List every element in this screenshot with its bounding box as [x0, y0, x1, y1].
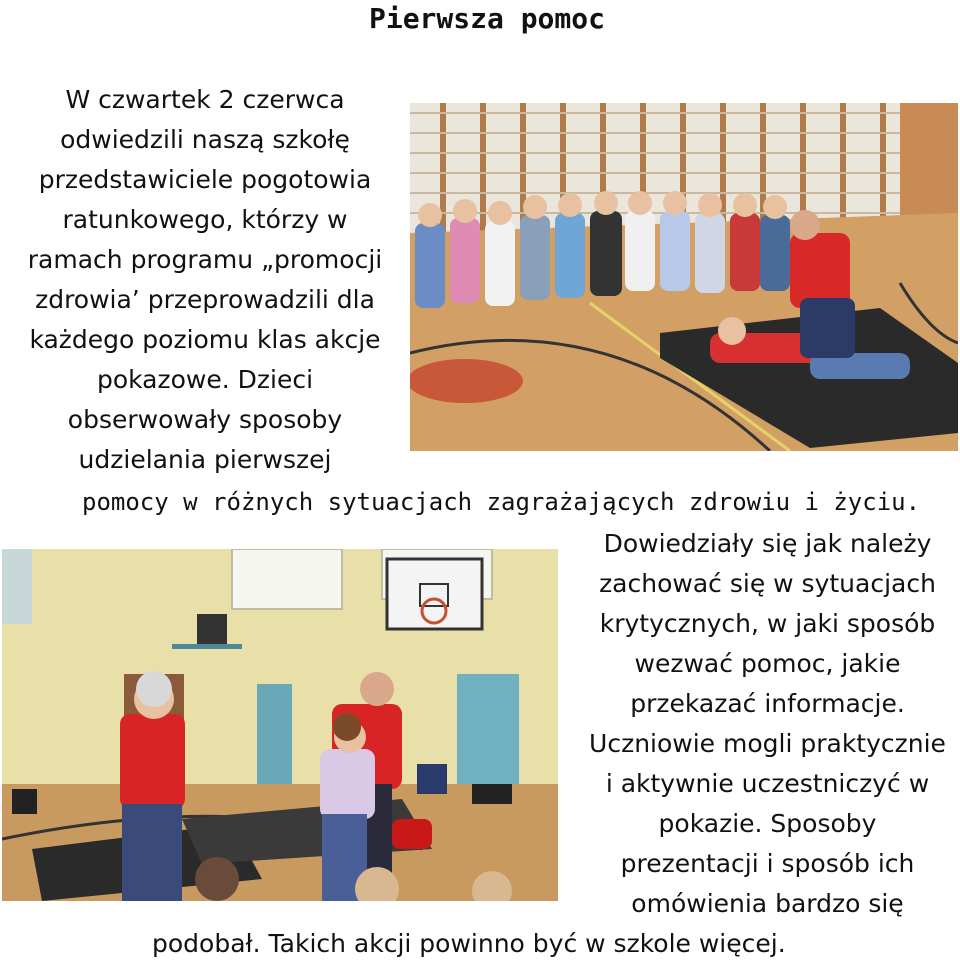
text-line-full: pomocy w różnych sytuacjach zagrażających zdrowiu i życiu. — [82, 488, 921, 516]
text-line: prezentacji i sposób ich — [620, 849, 915, 878]
text-line: ratunkowego, którzy w — [62, 205, 348, 234]
text-line: każdego poziomu klas akcje — [29, 325, 381, 354]
text-line: i aktywnie uczestniczyć w — [605, 769, 930, 798]
text-line: przekazać informacje. — [630, 689, 905, 718]
text-line-last: podobał. Takich akcji powinno być w szkole więcej. — [152, 929, 786, 958]
text-line: udzielania pierwszej — [78, 445, 332, 474]
text-line: W czwartek 2 czerwca — [65, 85, 345, 114]
text-line: omówienia bardzo się — [631, 889, 904, 918]
text-line: zdrowia’ przeprowadzili dla — [35, 285, 375, 314]
text-line: pokazie. Sposoby — [658, 809, 877, 838]
text-line: odwiedzili naszą szkołę — [60, 125, 350, 154]
text-line: wezwać pomoc, jakie — [634, 649, 901, 678]
photo-gym-demonstration — [2, 549, 558, 901]
text-line: Dowiedziały się jak należy — [603, 529, 932, 558]
photo-first-aid-demo-gym — [410, 103, 958, 451]
text-line: ramach programu „promocji — [27, 245, 383, 274]
text-line: przedstawiciele pogotowia — [38, 165, 372, 194]
text-line: zachować się w sytuacjach — [599, 569, 936, 598]
text-line: Uczniowie mogli praktycznie — [589, 729, 946, 758]
page-title: Pierwsza pomoc — [368, 2, 605, 35]
text-line: krytycznych, w jaki sposób — [599, 609, 936, 638]
text-line: obserwowały sposoby — [67, 405, 343, 434]
text-line: pokazowe. Dzieci — [96, 365, 314, 394]
